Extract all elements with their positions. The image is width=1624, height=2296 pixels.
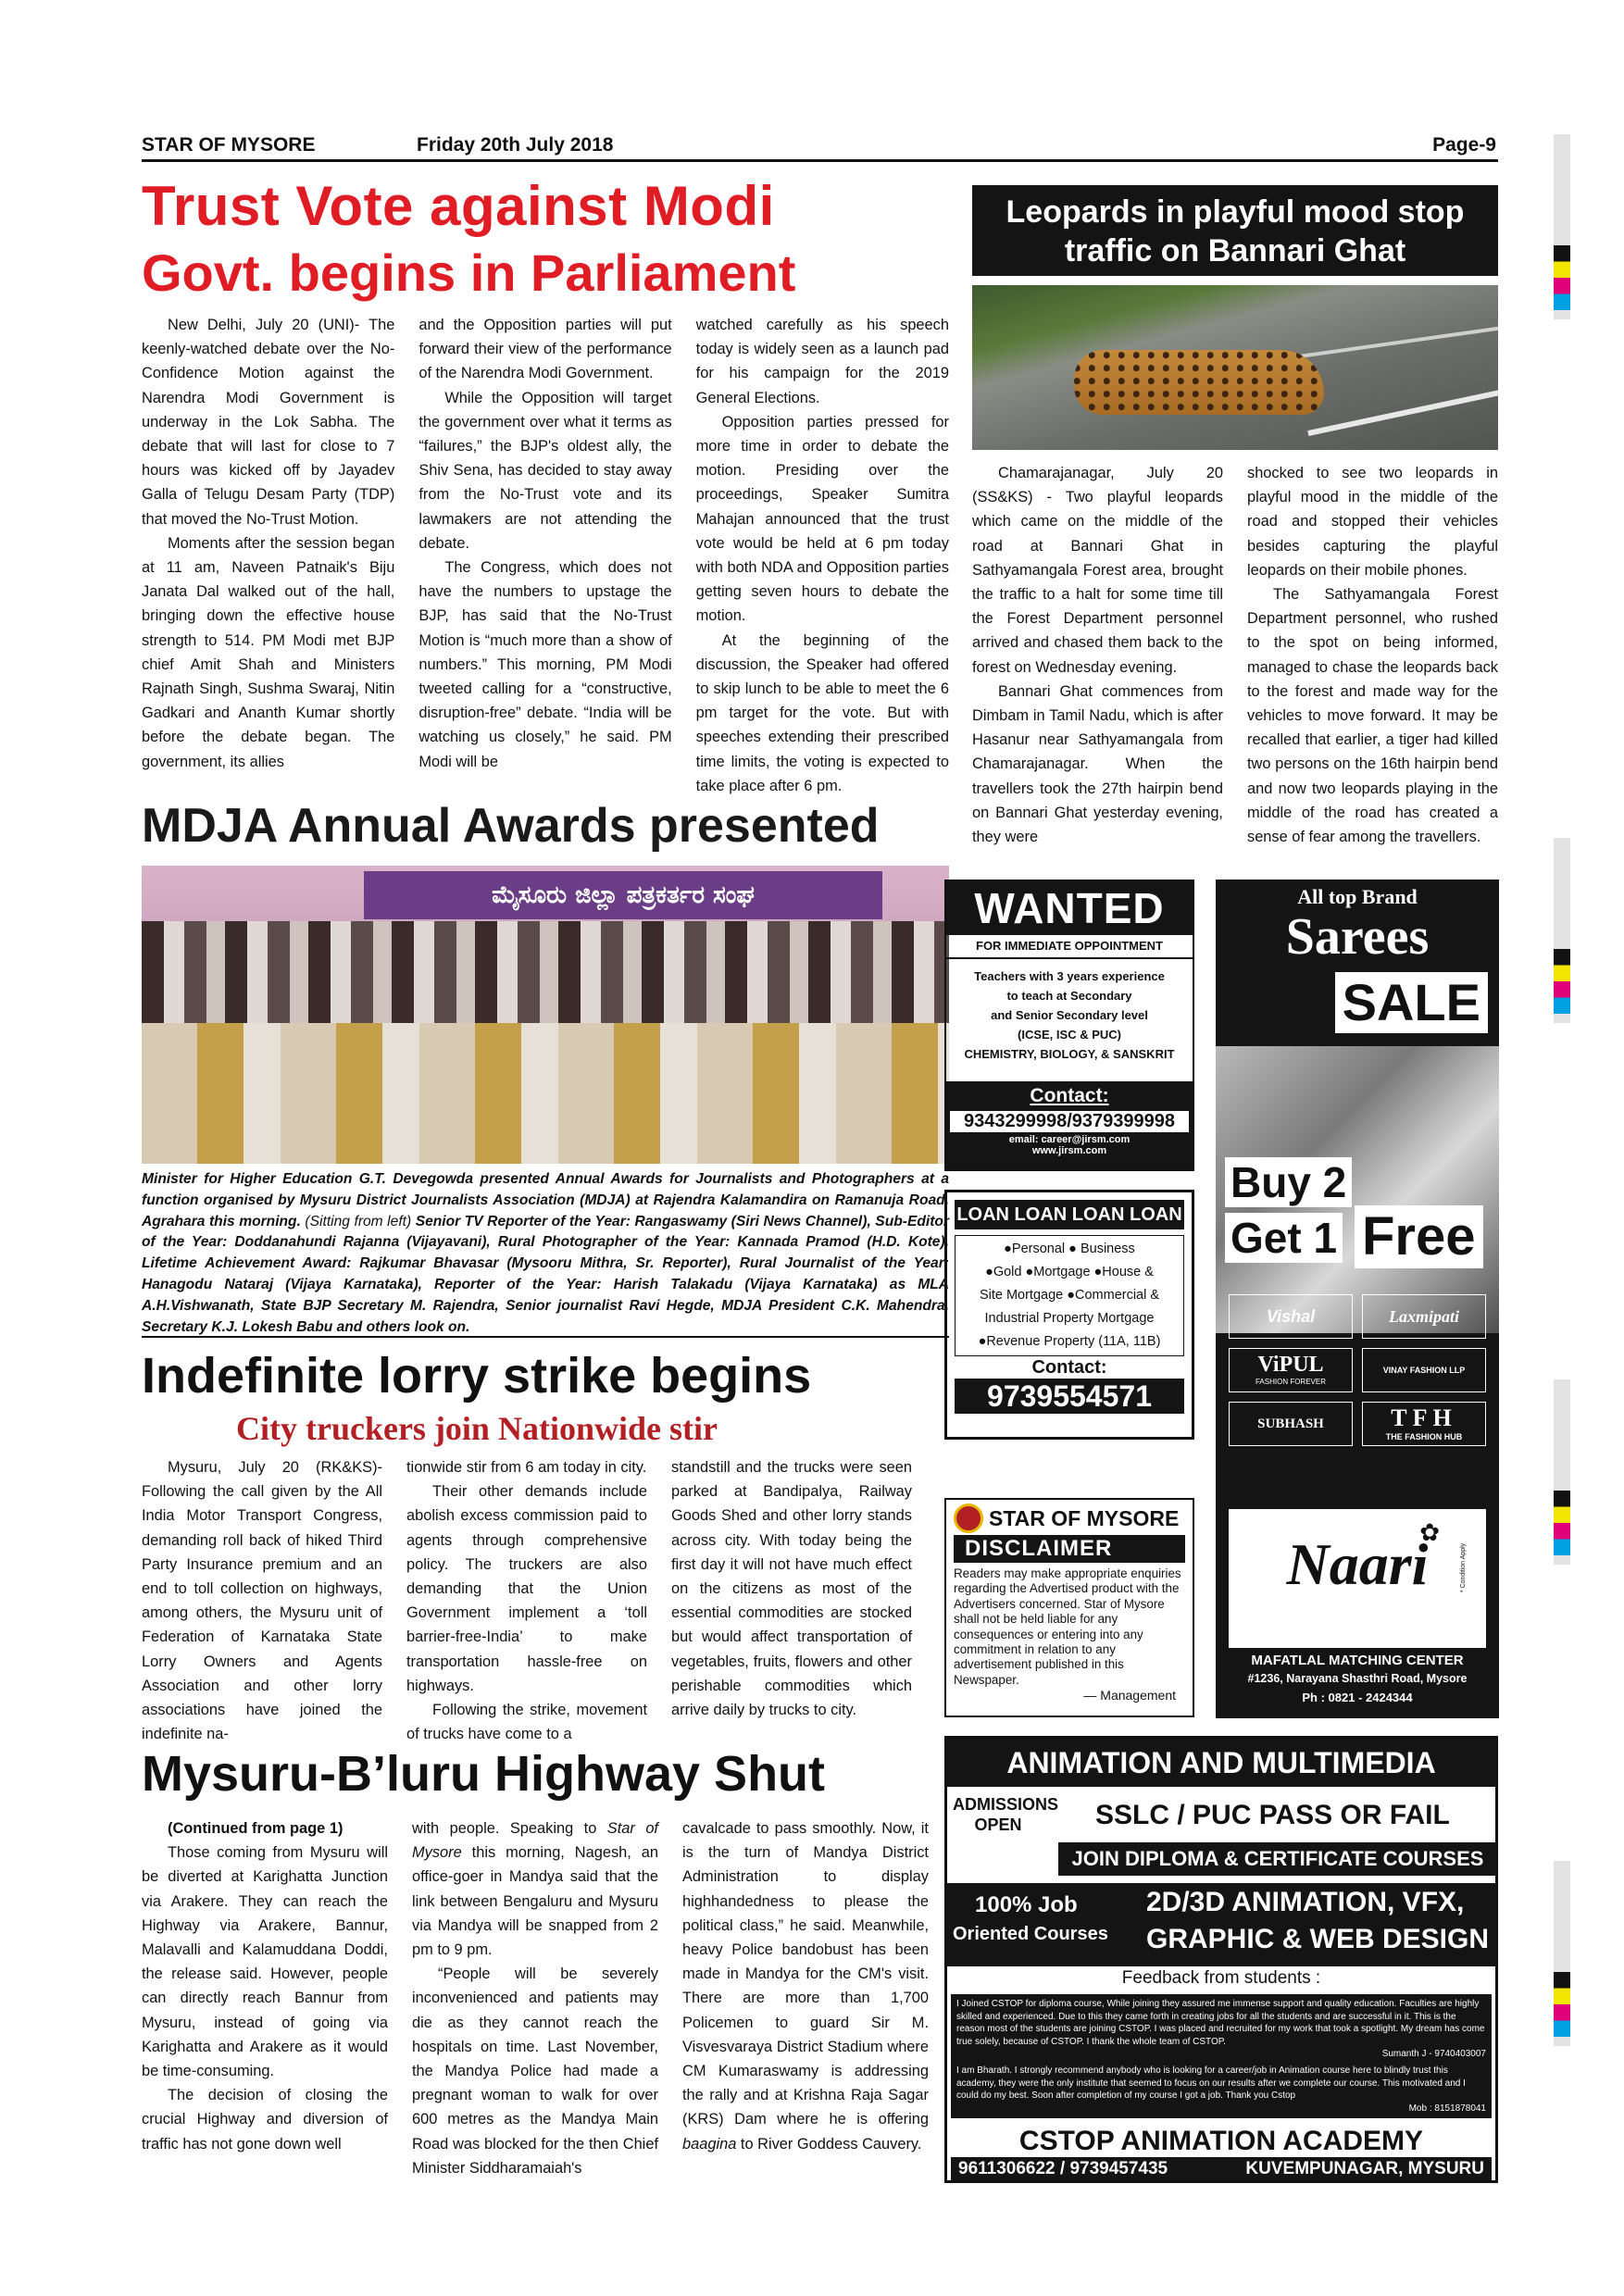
mdja-headline: MDJA Annual Awards presented xyxy=(142,799,880,853)
brand-tfh-name: TFH xyxy=(1391,1404,1457,1431)
registration-marks-4 xyxy=(1554,1972,1570,2037)
disclaimer-body: Readers may make appropriate enquiries regarding the Advertised product with the Advertisers concerned. Star of Mysore shall not be held liable for any consequences or entering into any commitment in relation to any advertisement published in this Newspaper. xyxy=(954,1566,1181,1687)
disclaimer-title: DISCLAIMER xyxy=(954,1535,1185,1563)
cstop-feedback: I Joined CSTOP for diploma course, While joining they assured me immense support and quality education. Faculties are highly skilled and experienced. Due to this they came forth in creating jobs for all the students and are successful in it. This is the reason most of the students are joining CSTOP. I was placed and recruited for my work that took a spotlight. My dream has come true solely, because of CSTOP. I thank the whole team of CSTOP. xyxy=(956,1999,1485,2047)
sarees-sale: SALE xyxy=(1335,972,1488,1033)
wanted-line: to teach at Secondary xyxy=(1006,989,1132,1003)
wanted-email: email: career@jirsm.com xyxy=(1008,1134,1131,1145)
brand-vipul-sub: FASHION FOREVER xyxy=(1255,1378,1326,1386)
mdja-caption-part2: (Sitting from left) xyxy=(300,1213,416,1229)
cstop-sslc: SSLC / PUC PASS OR FAIL xyxy=(1095,1800,1450,1830)
naari-panel xyxy=(1229,1509,1486,1648)
ad-cstop xyxy=(944,1736,1498,2183)
cstop-job1: 100% Job xyxy=(975,1892,1078,1917)
wanted-title: WANTED xyxy=(946,881,1193,935)
trust-vote-headline-line2: Govt. begins in Parliament xyxy=(142,243,796,302)
leopard-headline-line2: traffic on Bannari Ghat xyxy=(1064,233,1406,268)
registration-marks-1 xyxy=(1554,245,1570,310)
cstop-job2: Oriented Courses xyxy=(953,1924,1108,1944)
highway-text-italic: Star of Mysore xyxy=(412,1820,658,1862)
highway-continued: (Continued from page 1) xyxy=(168,1820,344,1837)
conditions-note: * Condition Apply xyxy=(1459,1542,1467,1593)
highway-paragraph xyxy=(412,1816,658,1962)
loan-title: LOAN LOAN LOAN LOAN xyxy=(955,1200,1184,1229)
loan-item: ●Gold ●Mortgage ●House & xyxy=(985,1265,1154,1279)
disclaimer-sign: — Management xyxy=(1083,1688,1176,1703)
sarees-store: MAFATLAL MATCHING CENTER xyxy=(1251,1653,1464,1668)
cstop-phones: 9611306622 / 9739457435 xyxy=(958,2159,1168,2178)
loan-phone: 9739554571 xyxy=(955,1379,1184,1414)
ad-wanted xyxy=(944,880,1194,1171)
highway-body xyxy=(142,1816,949,2180)
mdja-caption xyxy=(142,1169,949,1338)
highway-paragraph: “People will be severely inconvenienced and patients may die as they cannot reach the hospitals on time. Last November, the Mandya Police had made a pregnant woman to walk for over 600 metres as the Mandya Main Road was blocked for the then Chief Minister Siddharamaiah's xyxy=(412,1965,658,2177)
mdja-caption-part3: Senior TV Reporter of the Year: Rangaswamy (Siri News Channel), Sub-Editor of the Year: Doddanahundi Rajanna (Vijayavani), Rural Photographer of the Year: Kannada Pramod (H.D. Kote), Lifetime Achievement Award: Rajkumar Bhavasar (Mysooru Mithra, Sr. Reporter), Rural Journalist of the Year: Hanagodu Nataraj (Vijaya Karnataka), Reporter of the Year: Harish Talakadu (Vijaya Karnataka) as MLA A.H.Vishwanath, State BJP Secretary M. Rajendra, Senior journalist Ravi Hegde, MDJA President C.K. Mahendra, Secretary K.J. Lokesh Babu and others look on. xyxy=(142,1213,949,1335)
leopard-figure xyxy=(1074,350,1324,415)
cstop-anim2: GRAPHIC & WEB DESIGN xyxy=(1146,1924,1490,1954)
cstop-join: JOIN DIPLOMA & CERTIFICATE COURSES xyxy=(1058,1842,1497,1876)
wanted-line: and Senior Secondary level xyxy=(991,1008,1148,1022)
sarees-address: #1236, Narayana Shasthri Road, Mysore xyxy=(1247,1672,1468,1685)
lorry-paragraph: standstill and the trucks were seen parked at Bandipalya, Railway Goods Shed and other lorry stands across city. With today being the first day it will not have much effect on the citizens as most of the essential commodities are stocked but would affect transportation of vegetables, fruits, flowers and other perishable commodities which arrive daily by trucks to city. xyxy=(671,1459,912,1719)
lorry-paragraph: Their other demands include abolish excess commission paid to agents through comprehensive policy. The truckers are also demanding that the Union Government implement a ‘toll barrier-free-India’ to make transportation hassle-free on highways. xyxy=(406,1483,647,1694)
trust-paragraph: New Delhi, July 20 (UNI)- The keenly-watched debate over the No-Confidence Motion against the Narendra Modi Government is underway in the Lok Sabha. The debate that will last for close to 7 hours was kicked off by Jayadev Galla of Telugu Desam Party (TDP) that moved the No-Trust Motion. xyxy=(142,317,395,528)
naari-logo: Naari xyxy=(1286,1531,1429,1597)
lorry-col-3 xyxy=(671,1455,912,1746)
trust-vote-headline-line1: Trust Vote against Modi xyxy=(142,175,775,237)
trust-paragraph: Moments after the session began at 11 am, Naveen Patnaik's Biju Janata Dal walked out of the hall, bringing down the effective house strength to 514. PM Modi met BJP chief Amit Shah and Ministers Rajnath Singh, Sushma Swaraj, Nitin Gadkari and Ananth Kumar shortly before the debate began. The government, its allies xyxy=(142,534,395,770)
ad-sarees xyxy=(1216,880,1499,1718)
trust-col-3 xyxy=(696,313,949,798)
loan-item: ●Personal ● Business xyxy=(1004,1242,1135,1256)
disclaimer-brand: STAR OF MYSORE xyxy=(989,1505,1180,1530)
cstop-admissions: ADMISSIONS OPEN xyxy=(953,1795,1059,1834)
wanted-line: CHEMISTRY, BIOLOGY, & SANSKRIT xyxy=(964,1047,1175,1061)
leopard-paragraph: Chamarajanagar, July 20 (SS&KS) - Two playful leopards which came on the middle of the road at Bannari Ghat in Sathyamangala Forest area, brought the traffic to a halt for some time till the Forest Department personnel arrived and chased them back to the forest on Wednesday evening. xyxy=(972,465,1223,676)
highway-text: with people. Speaking to xyxy=(412,1820,607,1837)
sarees-free: Free xyxy=(1355,1205,1483,1268)
page-number: Page-9 xyxy=(1432,134,1496,156)
brand-laxmipati: Laxmipati xyxy=(1362,1294,1486,1339)
cstop-anim1: 2D/3D ANIMATION, VFX, xyxy=(1146,1887,1465,1917)
highway-headline: Mysuru-B’luru Highway Shut xyxy=(142,1746,826,1802)
mdja-photo xyxy=(142,866,949,1164)
trust-paragraph: While the Opposition will target the government over what it terms as “failures,” the BJP's oldest ally, the Shiv Sena, has decided to stay away from the No-Trust vote and its lawmakers are not attending the debate. xyxy=(418,389,672,552)
sarees-title: Sarees xyxy=(1285,908,1430,966)
seated-row xyxy=(142,1023,949,1164)
standing-row xyxy=(142,921,949,1023)
cstop-feedback: I am Bharath. I strongly recommend anybody who is looking for a career/job in Animation course here to blindly trust this academy, they were the only institute that seemed to focus on our results after we complete our course. This motivated and I could do my best. Soon after completion of my course I got a job. Thank you Cstop xyxy=(956,2065,1466,2102)
loan-item: ●Revenue Property (11A, 11B) xyxy=(978,1334,1161,1349)
trust-paragraph: Opposition parties pressed for more time in order to debate the motion. Presiding over the proceedings, Speaker Sumitra Mahajan announced that the trust vote would be held at 6 pm today with both NDA and Opposition parties getting seven hours to debate the motion. xyxy=(695,413,949,625)
lorry-col-2 xyxy=(406,1455,647,1746)
wanted-phones: 9343299998/9379399998 xyxy=(950,1111,1189,1132)
highway-paragraph: Those coming from Mysuru will be diverted at Karighatta Junction via Arakere. They can reach the Highway via Arakere, Bannur, Malavalli and Kalamuddana Doddi, the release said. However, people can directly reach Bannur from Mysuru, instead of going via Karighatta and Arakere as it would be time-consuming. xyxy=(142,1844,388,2080)
registration-marks-2 xyxy=(1554,949,1570,1014)
flower-icon: ✿ xyxy=(1419,1518,1440,1546)
leopard-paragraph: Bannari Ghat commences from Dimbam in Tamil Nadu, which is after Hasanur near Sathyamangala from Chamarajanagar. When the travellers took the 27th hairpin bend on Bannari Ghat yesterday evening, they were xyxy=(972,682,1223,846)
brand-vinay: VINAY FASHION LLP xyxy=(1362,1348,1486,1392)
lorry-paragraph: Following the strike, movement of trucks have come to a xyxy=(406,1702,647,1743)
trust-col-2 xyxy=(418,313,671,798)
cstop-feedback-sign: Mob : 8151878041 xyxy=(1408,2103,1486,2114)
leopard-body xyxy=(972,461,1498,849)
lorry-headline: Indefinite lorry strike begins xyxy=(142,1348,812,1404)
lorry-subhead: City truckers join Nationwide stir xyxy=(236,1410,718,1447)
cstop-academy: CSTOP ANIMATION ACADEMY xyxy=(1018,2126,1424,2156)
wanted-line: Teachers with 3 years experience xyxy=(974,969,1165,983)
header-rule xyxy=(142,159,1498,162)
loan-item: Site Mortgage ●Commercial & xyxy=(979,1288,1160,1303)
lorry-body xyxy=(142,1455,949,1746)
highway-col-2 xyxy=(412,1816,658,2180)
cstop-title: ANIMATION AND MULTIMEDIA xyxy=(947,1739,1495,1787)
brand-tfh xyxy=(1362,1402,1486,1446)
loan-contact-label: Contact: xyxy=(1031,1357,1107,1378)
trust-vote-body xyxy=(142,313,949,798)
highway-col-1 xyxy=(142,1816,388,2180)
wanted-web: www.jirsm.com xyxy=(1031,1145,1107,1156)
brand-subhash: SUBHASH xyxy=(1229,1402,1353,1446)
brand-vipul xyxy=(1229,1348,1353,1392)
leopard-headline-line1: Leopards in playful mood stop xyxy=(1006,194,1465,230)
highway-text-italic: baagina xyxy=(682,2135,737,2152)
cstop-feedback-title: Feedback from students : xyxy=(1121,1968,1321,1988)
leopard-headline-box xyxy=(972,185,1498,276)
mdja-caption-rule xyxy=(142,1336,949,1338)
trust-paragraph: watched carefully as his speech today is widely seen as a launch pad for his campaign for the 2019 General Elections. xyxy=(695,317,949,406)
star-of-mysore-logo-icon xyxy=(954,1504,983,1533)
highway-text: to River Goddess Cauvery. xyxy=(736,2135,922,2152)
cstop-feedback-sign: Sumanth J - 9740403007 xyxy=(1381,2049,1486,2060)
highway-paragraph: The decision of closing the crucial Highway and diversion of traffic has not gone down well xyxy=(142,2087,388,2152)
ad-disclaimer xyxy=(944,1498,1194,1717)
trust-paragraph: and the Opposition parties will put forward their view of the performance of the Narendra Modi Government. xyxy=(418,317,672,382)
sarees-top: All top Brand xyxy=(1297,885,1418,908)
highway-text: cavalcade to pass smoothly. Now, it is the turn of Mandya District Administration to display highhandedness to please the political class,” he said. Meanwhile, heavy Police bandobust has been made in Mandya for the CM's visit. There are more than 1,700 Policemen to guard Sir M. Visvesvaraya District Stadium where CM Kumaraswamy is addressing the rally and at Krishna Raja Sagar (KRS) Dam where he is offering xyxy=(682,1820,929,2128)
lorry-paragraph: tionwide stir from 6 am today in city. xyxy=(406,1459,647,1476)
brand-vipul-name: ViPUL xyxy=(1257,1353,1324,1377)
registration-marks-3 xyxy=(1554,1491,1570,1555)
leopard-photo xyxy=(972,285,1498,450)
mdja-caption-part1: Minister for Higher Education G.T. Devegowda presented Annual Awards for Journalists and Photographers at a function organised by Mysuru District Journalists Association (MDJA) at Rajendra Kalamandira on Ramanuja Road, Agrahara this morning. xyxy=(142,1171,949,1229)
road-stripe xyxy=(1307,381,1498,436)
highway-col-3 xyxy=(682,1816,929,2180)
leopard-paragraph: The Sathyamangala Forest Department personnel, who rushed to the spot on being informed, managed to chase the leopards back to the forest and made way for the vehicles to move forward. It may be recalled that earlier, a tiger had killed two persons on the 16th hairpin bend and now two leopards playing in the middle of the road has created a sense of fear among the travellers. xyxy=(1247,586,1498,846)
leopard-col-2 xyxy=(1247,461,1498,849)
loan-item: Industrial Property Mortgage xyxy=(984,1311,1155,1326)
cstop-place: KUVEMPUNAGAR, MYSURU xyxy=(1245,2159,1484,2178)
lorry-paragraph: Mysuru, July 20 (RK&KS)- Following the call given by the All India Motor Transport Congress, demanding roll back of hiked Third Party Insurance premium and an end to toll collection on highways, among others, the Mysuru unit of Federation of Karnataka State Lorry Owners and Agents Association and other lorry associations have joined the indefinite na- xyxy=(142,1459,382,1743)
wanted-line: (ICSE, ISC & PUC) xyxy=(1018,1028,1121,1042)
trust-paragraph: At the beginning of the discussion, the Speaker had offered to skip lunch to be able to meet the 6 pm target for the vote. But with speeches extending their prescribed time limits, the voting is expected to take place after 6 pm. xyxy=(695,631,949,794)
trust-paragraph: The Congress, which does not have the numbers to upstage the BJP, has said that the No-Trust Motion is “much more than a show of numbers.” This morning, PM Modi tweeted calling for a “constructive, disruption-free” debate. “India will be watching us closely,” he said. PM Modi will be xyxy=(418,559,672,770)
leopard-col-1 xyxy=(972,461,1223,849)
issue-date: Friday 20th July 2018 xyxy=(417,134,614,156)
brand-vishal: Vishal xyxy=(1229,1294,1353,1339)
sarees-buy: Buy 2 xyxy=(1225,1157,1352,1207)
paper-name: STAR OF MYSORE xyxy=(142,134,316,156)
sarees-get: Get 1 xyxy=(1225,1213,1343,1263)
ad-loan xyxy=(944,1190,1194,1440)
wanted-contact-label: Contact: xyxy=(1030,1085,1109,1106)
highway-paragraph xyxy=(682,1816,929,2156)
highway-text: this morning, Nagesh, an office-goer in Mandya said that the link between Bengaluru and Mysuru via Mandya will be snapped from 2 pm to 9 pm. xyxy=(412,1844,658,1959)
sarees-phone: Ph : 0821 - 2424344 xyxy=(1302,1691,1413,1704)
mdja-banner: ಮೈಸೂರು ಜಿಲ್ಲಾ ಪತ್ರಕರ್ತರ ಸಂಘ xyxy=(364,871,882,919)
trust-col-1 xyxy=(142,313,394,798)
brand-tfh-sub: THE FASHION HUB xyxy=(1385,1432,1463,1441)
lorry-col-1 xyxy=(142,1455,382,1746)
leopard-paragraph: shocked to see two leopards in playful mood in the middle of the road and stopped their vehicles besides capturing the playful leopards on their mobile phones. xyxy=(1247,465,1498,579)
wanted-subtitle: FOR IMMEDIATE OPPOINTMENT xyxy=(946,935,1193,959)
